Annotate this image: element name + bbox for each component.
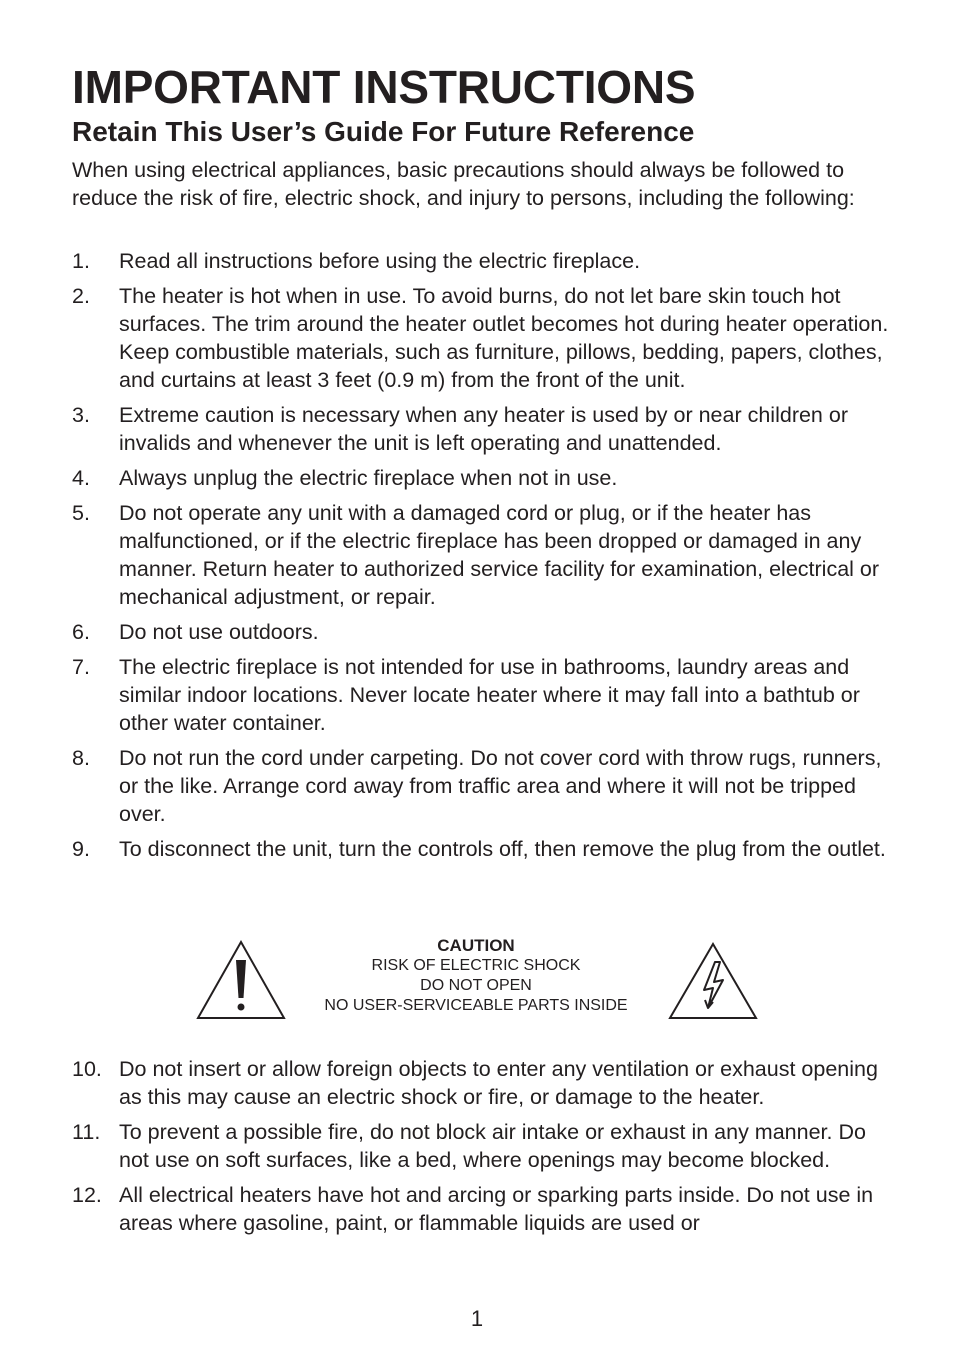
list-item (72, 401, 892, 457)
list-item (72, 464, 892, 492)
page-title: IMPORTANT INSTRUCTIONS (72, 61, 696, 113)
caution-line-3: NO USER-SERVICEABLE PARTS INSIDE (324, 997, 628, 1014)
intro-paragraph: When using electrical appliances, basic precautions should always be followed to reduce the risk of fire, electric shock, and injury to persons, including the following: (72, 158, 855, 210)
item-text: Extreme caution is necessary when any heater is used by or near children or invalids and whenever the unit is left operating and unattended. (119, 403, 848, 455)
list-item (72, 1118, 892, 1174)
item-number: 9. (72, 837, 90, 861)
list-item (72, 653, 892, 737)
item-text: Read all instructions before using the electric fireplace. (119, 249, 641, 273)
item-number: 6. (72, 620, 90, 644)
item-text: Do not run the cord under carpeting. Do not cover cord with throw rugs, runners, or the like. Arrange cord away from traffic area and where it will not be tripped over. (119, 746, 882, 826)
list-item (72, 618, 892, 646)
caution-line-2: DO NOT OPEN (420, 977, 532, 994)
page-subtitle: Retain This User’s Guide For Future Reference (72, 116, 695, 147)
list-item (72, 247, 892, 275)
list-item (72, 744, 892, 828)
item-number: 3. (72, 403, 90, 427)
item-text: Do not insert or allow foreign objects to enter any ventilation or exhaust opening as this may cause an electric shock or fire, or damage to the heater. (119, 1057, 878, 1109)
item-text: Do not operate any unit with a damaged cord or plug, or if the heater has malfunctioned, or if the electric fireplace has been dropped or damaged in any manner. Return heater to authorized service facility for examination, electrical or mechanical adjustment, or repair. (119, 501, 880, 609)
list-item (72, 499, 892, 611)
item-number: 1. (72, 249, 90, 273)
item-number: 11. (72, 1120, 101, 1144)
item-number: 7. (72, 655, 90, 679)
lightning-warning-icon (668, 942, 758, 1020)
list-item (72, 1055, 892, 1111)
item-text: All electrical heaters have hot and arcing or sparking parts inside. Do not use in areas where gasoline, paint, or flammable liquids are used or (119, 1183, 874, 1235)
item-number: 5. (72, 501, 90, 525)
item-number: 4. (72, 466, 90, 490)
caution-label (196, 934, 758, 1024)
item-text: Always unplug the electric fireplace when not in use. (119, 466, 618, 490)
item-text: The electric fireplace is not intended for use in bathrooms, laundry areas and similar indoor locations. Never locate heater where it may fall into a bathtub or other water container. (119, 655, 860, 735)
list-item (72, 835, 892, 863)
list-item (72, 282, 892, 394)
exclamation-warning-icon (196, 940, 286, 1020)
item-number: 10. (72, 1057, 102, 1081)
caution-text (286, 936, 666, 1016)
item-text: To prevent a possible fire, do not block air intake or exhaust in any manner. Do not use on soft surfaces, like a bed, where openings may become blocked. (119, 1120, 866, 1172)
caution-heading: CAUTION (437, 936, 515, 955)
list-item (72, 1181, 892, 1237)
item-number: 12. (72, 1183, 102, 1207)
page-number: 1 (470, 1306, 484, 1331)
item-number: 2. (72, 284, 90, 308)
instruction-list-part2 (72, 1055, 892, 1244)
item-text: The heater is hot when in use. To avoid burns, do not let bare skin touch hot surfaces. The trim around the heater outlet becomes hot during heater operation. Keep combustible materials, such as furniture, pillows, bedding, papers, clothes, and curtains at least 3 feet (0.9 m) from the front of the unit. (119, 284, 889, 392)
instruction-list-part1 (72, 247, 892, 870)
caution-line-1: RISK OF ELECTRIC SHOCK (371, 957, 581, 974)
item-number: 8. (72, 746, 90, 770)
item-text: To disconnect the unit, turn the controls off, then remove the plug from the outlet. (119, 837, 886, 861)
item-text: Do not use outdoors. (119, 620, 319, 644)
